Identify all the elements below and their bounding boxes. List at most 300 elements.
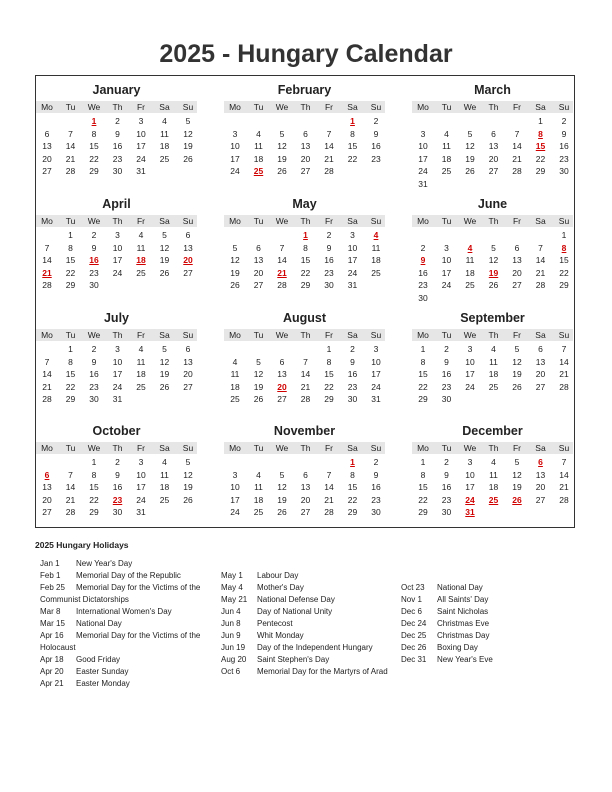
weekday-label: Fr <box>512 102 522 112</box>
calendar-day: 27 <box>183 381 193 392</box>
calendar-day: 12 <box>512 356 522 367</box>
calendar-day: 28 <box>42 394 52 404</box>
holiday-date: Aug 20 <box>221 655 247 664</box>
calendar-day: 12 <box>183 128 193 139</box>
calendar-day: 10 <box>465 469 475 480</box>
calendar-day: 23 <box>441 381 452 392</box>
calendar-day: 3 <box>350 230 355 240</box>
calendar-day: 3 <box>232 469 238 480</box>
weekday-label: Th <box>112 102 123 112</box>
calendar-day: 5 <box>491 242 496 253</box>
calendar-day: 30 <box>89 280 99 290</box>
calendar-day: 10 <box>465 356 475 367</box>
holiday-name: Labour Day <box>257 571 299 580</box>
calendar-day: 17 <box>465 369 475 379</box>
holiday-name: Good Friday <box>76 655 121 664</box>
calendar-day: 27 <box>253 280 264 290</box>
weekday-label: Sa <box>347 216 358 226</box>
calendar-day: 30 <box>112 507 123 517</box>
calendar-day: 15 <box>65 369 76 379</box>
calendar-day: 12 <box>277 141 287 151</box>
calendar-day: 12 <box>253 369 264 379</box>
weekday-label: Fr <box>324 443 334 453</box>
calendar-day: 9 <box>115 128 120 139</box>
calendar-day: 12 <box>488 255 499 265</box>
calendar-day: 9 <box>561 128 567 139</box>
holiday-date: May 4 <box>221 583 243 592</box>
calendar-day: 31 <box>136 166 146 176</box>
calendar-day: 26 <box>183 153 193 164</box>
holiday-entry <box>40 666 215 678</box>
calendar-day: 6 <box>303 469 308 480</box>
calendar-day: 4 <box>138 344 144 354</box>
calendar-day: 6 <box>303 128 308 139</box>
weekday-label: We <box>275 330 289 340</box>
calendar-day: 9 <box>91 242 97 253</box>
calendar-day: 28 <box>65 166 76 176</box>
calendar-day: 7 <box>303 356 308 367</box>
weekday-label: We <box>87 216 101 226</box>
calendar-day: 30 <box>112 166 123 176</box>
weekday-label: Fr <box>136 102 146 112</box>
calendar-day: 27 <box>535 381 546 392</box>
holiday-entry <box>221 582 396 594</box>
calendar-day: 8 <box>420 356 426 367</box>
calendar-day: 18 <box>488 482 499 492</box>
holiday-day: 6 <box>44 469 50 480</box>
calendar-day: 17 <box>136 141 146 151</box>
calendar-day: 5 <box>256 356 261 367</box>
calendar-day: 14 <box>65 482 76 492</box>
calendar-day: 18 <box>371 255 381 265</box>
calendar-day: 4 <box>162 116 167 126</box>
calendar-day: 9 <box>91 356 97 367</box>
calendar-day: 10 <box>136 128 146 139</box>
holiday-entry <box>221 630 396 642</box>
holiday-day: 24 <box>465 494 475 505</box>
calendar-day: 23 <box>324 267 334 278</box>
holiday-date: Apr 21 <box>40 679 64 688</box>
holiday-day: 1 <box>350 457 355 467</box>
holiday-day: 9 <box>420 255 426 265</box>
calendar-day: 24 <box>136 153 146 164</box>
calendar-day: 24 <box>230 507 240 517</box>
calendar-day: 7 <box>561 344 567 354</box>
calendar-day: 5 <box>279 469 285 480</box>
calendar-day: 24 <box>112 381 123 392</box>
calendar-day: 9 <box>373 128 379 139</box>
calendar-day: 31 <box>371 394 381 404</box>
holiday-date: May 21 <box>221 595 248 604</box>
calendar-day: 2 <box>444 344 449 354</box>
holidays-title: 2025 Hungary Holidays <box>35 540 129 550</box>
weekday-label: Th <box>300 216 311 226</box>
holiday-entry <box>40 678 215 690</box>
calendar-day: 30 <box>441 507 452 517</box>
weekday-label: Su <box>182 330 194 340</box>
calendar-day: 6 <box>185 344 191 354</box>
calendar-day: 27 <box>300 507 311 517</box>
calendar-day: 9 <box>444 469 449 480</box>
calendar-day: 11 <box>136 242 146 253</box>
calendar-day: 2 <box>115 116 120 126</box>
holiday-date: Dec 26 <box>401 643 427 652</box>
weekday-label: Mo <box>41 102 53 112</box>
calendar-day: 16 <box>441 369 452 379</box>
weekday-label: Fr <box>512 330 522 340</box>
calendar-day: 11 <box>160 128 169 139</box>
calendar-day: 3 <box>232 128 238 139</box>
month-name: November <box>273 424 336 438</box>
calendar-day: 14 <box>42 369 52 379</box>
calendar-day: 26 <box>230 280 240 290</box>
calendar-day: 18 <box>488 369 499 379</box>
calendar-day: 7 <box>561 457 567 467</box>
calendar-day: 6 <box>279 356 285 367</box>
calendar-day: 12 <box>277 482 287 492</box>
calendar-day: 29 <box>89 166 99 176</box>
calendar-day: 19 <box>277 494 287 505</box>
calendar-day: 24 <box>441 280 452 290</box>
calendar-day: 21 <box>559 369 569 379</box>
weekday-label: Mo <box>229 102 241 112</box>
calendar-day: 13 <box>183 356 193 367</box>
calendar-day: 1 <box>68 230 73 240</box>
weekday-label: Fr <box>136 330 146 340</box>
calendar-day: 26 <box>253 394 264 404</box>
calendar-day: 14 <box>324 482 334 492</box>
calendar-day: 2 <box>373 457 379 467</box>
calendar-day: 13 <box>183 242 193 253</box>
calendar-day: 19 <box>183 141 193 151</box>
holiday-day: 26 <box>512 494 522 505</box>
calendar-day: 30 <box>89 394 99 404</box>
calendar-day: 7 <box>279 242 285 253</box>
holiday-name: Saint Nicholas <box>437 607 489 616</box>
weekday-label: Sa <box>535 216 546 226</box>
calendar-day: 3 <box>115 230 120 240</box>
calendar-day: 21 <box>65 494 76 505</box>
calendar-day: 29 <box>418 394 428 404</box>
calendar-day: 23 <box>371 153 381 164</box>
holiday-date: Dec 31 <box>401 655 427 664</box>
holiday-date: Dec 6 <box>401 607 422 616</box>
calendar-day: 7 <box>326 469 332 480</box>
weekday-label: Mo <box>229 443 241 453</box>
calendar-day: 27 <box>183 267 193 278</box>
weekday-label: Th <box>112 216 123 226</box>
weekday-label: We <box>463 443 477 453</box>
calendar-day: 19 <box>512 369 522 379</box>
calendar-day: 17 <box>112 255 123 265</box>
calendar-day: 11 <box>230 369 240 379</box>
holiday-date: Dec 24 <box>401 619 427 628</box>
calendar-day: 28 <box>277 280 287 290</box>
calendar-day: 29 <box>65 394 76 404</box>
calendar-day: 3 <box>420 128 426 139</box>
holiday-name: Day of the Independent Hungary <box>257 643 373 652</box>
calendar-day: 31 <box>136 507 146 517</box>
calendar-day: 9 <box>373 469 379 480</box>
calendar-day: 17 <box>112 369 123 379</box>
calendar-day: 21 <box>65 153 76 164</box>
holiday-column <box>221 570 396 678</box>
calendar-day: 19 <box>512 482 522 492</box>
weekday-label: Mo <box>417 330 429 340</box>
holiday-day: 4 <box>373 230 379 240</box>
weekday-label: Mo <box>417 443 429 453</box>
calendar-day: 20 <box>300 153 311 164</box>
calendar-day: 22 <box>559 267 569 278</box>
calendar-day: 20 <box>253 267 264 278</box>
calendar-day: 28 <box>300 394 311 404</box>
calendar-day: 20 <box>535 369 546 379</box>
weekday-label: Tu <box>253 216 264 226</box>
holiday-day: 23 <box>112 494 123 505</box>
calendar-day: 19 <box>277 153 287 164</box>
calendar-day: 30 <box>559 166 569 176</box>
calendar-day: 20 <box>512 267 522 278</box>
calendar-day: 11 <box>371 242 381 253</box>
calendar-day: 22 <box>65 381 76 392</box>
calendar-day: 28 <box>324 507 334 517</box>
calendar-day: 17 <box>347 255 358 265</box>
calendar-day: 25 <box>488 381 499 392</box>
calendar-day: 4 <box>256 469 261 480</box>
calendar-day: 5 <box>467 128 473 139</box>
calendar-day: 6 <box>256 242 261 253</box>
calendar-day: 7 <box>68 469 73 480</box>
calendar-day: 29 <box>418 507 428 517</box>
calendar-day: 6 <box>514 242 520 253</box>
calendar-day: 26 <box>277 507 287 517</box>
holiday-day: 6 <box>538 457 543 467</box>
calendar-day: 29 <box>535 166 546 176</box>
holiday-day: 1 <box>303 230 308 240</box>
weekday-label: Tu <box>253 102 264 112</box>
calendar-day: 20 <box>183 369 193 379</box>
holiday-name: Easter Sunday <box>76 667 129 676</box>
holiday-name: Saint Stephen's Day <box>257 655 330 664</box>
calendar-day: 13 <box>300 141 311 151</box>
calendar-day: 20 <box>42 494 52 505</box>
weekday-label: Fr <box>324 330 334 340</box>
calendar-day: 26 <box>512 381 522 392</box>
calendar-day: 2 <box>444 457 449 467</box>
calendar-day: 21 <box>300 381 311 392</box>
calendar-day: 25 <box>465 280 475 290</box>
calendar-day: 6 <box>185 230 191 240</box>
calendar-day: 31 <box>347 280 358 290</box>
weekday-label: Fr <box>136 443 146 453</box>
weekday-label: Mo <box>41 216 53 226</box>
calendar-day: 18 <box>159 141 170 151</box>
calendar-day: 19 <box>159 255 170 265</box>
weekday-label: Fr <box>324 102 334 112</box>
calendar-day: 2 <box>561 116 567 126</box>
calendar-day: 11 <box>160 469 169 480</box>
calendar-day: 11 <box>136 356 146 367</box>
calendar-day: 23 <box>559 153 569 164</box>
calendar-day: 21 <box>324 494 334 505</box>
calendar-day: 23 <box>112 153 123 164</box>
calendar-day: 7 <box>68 128 73 139</box>
calendar-day: 11 <box>442 141 451 151</box>
calendar-day: 19 <box>253 381 264 392</box>
holiday-entry <box>40 558 215 570</box>
calendar-day: 6 <box>491 128 496 139</box>
calendar-day: 19 <box>465 153 475 164</box>
month-name: December <box>462 424 523 438</box>
weekday-label: Su <box>182 102 194 112</box>
calendar-day: 17 <box>230 494 240 505</box>
calendar-day: 4 <box>138 230 144 240</box>
calendar-day: 14 <box>324 141 334 151</box>
calendar-day: 8 <box>303 242 308 253</box>
calendar-day: 10 <box>230 141 240 151</box>
weekday-label: Th <box>300 443 311 453</box>
calendar-day: 15 <box>418 482 428 492</box>
weekday-label: We <box>87 330 101 340</box>
calendar-day: 12 <box>159 356 170 367</box>
calendar-day: 9 <box>350 356 355 367</box>
holiday-name: Memorial Day for the Martyrs of Arad <box>257 667 388 676</box>
holiday-entry <box>40 654 215 666</box>
calendar-day: 14 <box>535 255 546 265</box>
holiday-day: 21 <box>277 267 287 278</box>
calendar-day: 24 <box>418 166 428 176</box>
holiday-day: 16 <box>89 255 99 265</box>
weekday-label: Sa <box>159 102 170 112</box>
calendar-day: 4 <box>444 128 449 139</box>
holiday-entry <box>40 582 215 594</box>
holiday-entry <box>221 570 396 582</box>
holiday-date: Jun 4 <box>221 607 241 616</box>
calendar-day: 2 <box>420 242 426 253</box>
calendar-day: 23 <box>89 381 99 392</box>
weekday-label: We <box>463 102 477 112</box>
weekday-label: Su <box>370 330 382 340</box>
calendar-day: 13 <box>488 141 499 151</box>
calendar-day: 8 <box>68 242 73 253</box>
calendar-day: 26 <box>277 166 287 176</box>
calendar-day: 25 <box>441 166 452 176</box>
calendar-day: 8 <box>326 356 332 367</box>
weekday-label: Su <box>370 216 382 226</box>
calendar-day: 22 <box>347 153 358 164</box>
calendar-day: 15 <box>300 255 311 265</box>
holiday-date: Apr 20 <box>40 667 64 676</box>
calendar-day: 19 <box>159 369 170 379</box>
calendar-day: 3 <box>115 344 120 354</box>
holiday-date: Apr 18 <box>40 655 64 664</box>
calendar-day: 16 <box>347 369 358 379</box>
calendar-day: 22 <box>418 494 428 505</box>
weekday-label: Th <box>112 443 123 453</box>
weekday-label: Sa <box>535 330 546 340</box>
month-name: April <box>102 197 131 211</box>
holiday-name: Memorial Day of the Republic <box>76 571 181 580</box>
holiday-date: Oct 23 <box>401 583 425 592</box>
calendar-day: 30 <box>347 394 358 404</box>
calendar-day: 13 <box>253 255 264 265</box>
calendar-day: 26 <box>465 166 475 176</box>
calendar-day: 7 <box>44 356 50 367</box>
holiday-date: Jun 19 <box>221 643 246 652</box>
calendar-day: 28 <box>324 166 334 176</box>
calendar-day: 16 <box>371 482 381 492</box>
calendar-day: 18 <box>159 482 170 492</box>
weekday-label: Tu <box>65 216 76 226</box>
weekday-label: Su <box>370 443 382 453</box>
calendar-day: 1 <box>538 116 543 126</box>
holiday-day: 4 <box>467 242 473 253</box>
holiday-name-continued: Communist Dictatorships <box>40 595 129 604</box>
calendar-day: 3 <box>373 344 379 354</box>
calendar-day: 5 <box>185 457 191 467</box>
calendar-day: 27 <box>535 494 546 505</box>
holiday-date: Dec 25 <box>401 631 427 640</box>
holiday-day: 25 <box>488 494 499 505</box>
weekday-label: Tu <box>65 330 76 340</box>
weekday-label: Sa <box>347 102 358 112</box>
holiday-entry <box>40 618 215 630</box>
calendar-day: 28 <box>65 507 76 517</box>
holiday-entry <box>221 666 396 678</box>
weekday-label: Su <box>558 102 570 112</box>
calendar-day: 10 <box>230 482 240 492</box>
calendar-day: 5 <box>514 344 520 354</box>
holiday-name: Mother's Day <box>257 583 304 592</box>
holiday-day: 1 <box>91 116 97 126</box>
weekday-label: Th <box>300 102 311 112</box>
calendar-day: 2 <box>91 344 97 354</box>
month-name: September <box>460 311 525 325</box>
calendar-day: 20 <box>300 494 311 505</box>
calendar-day: 8 <box>91 469 97 480</box>
calendar-day: 17 <box>465 482 475 492</box>
calendar-day: 2 <box>350 344 355 354</box>
holiday-entry <box>221 606 396 618</box>
calendar-day: 5 <box>279 128 285 139</box>
weekday-label: Sa <box>347 443 358 453</box>
weekday-label: Tu <box>65 443 76 453</box>
calendar-day: 8 <box>91 128 97 139</box>
calendar-day: 22 <box>535 153 546 164</box>
calendar-day: 15 <box>347 141 358 151</box>
calendar-day: 26 <box>488 280 499 290</box>
calendar-day: 20 <box>535 482 546 492</box>
holiday-entry <box>221 618 396 630</box>
calendar-day: 17 <box>371 369 381 379</box>
holiday-entry <box>401 594 561 606</box>
calendar-day: 26 <box>159 381 170 392</box>
calendar-day: 15 <box>89 482 99 492</box>
calendar-day: 28 <box>42 280 52 290</box>
calendar-day: 14 <box>277 255 287 265</box>
calendar-day: 19 <box>183 482 193 492</box>
calendar-day: 30 <box>441 394 452 404</box>
calendar-day: 7 <box>538 242 543 253</box>
calendar-day: 14 <box>42 255 52 265</box>
calendar-day: 18 <box>465 267 475 278</box>
weekday-label: Fr <box>512 216 522 226</box>
holiday-day: 31 <box>465 507 475 517</box>
calendar-day: 2 <box>373 116 379 126</box>
calendar-day: 31 <box>112 394 123 404</box>
holiday-day: 15 <box>535 141 546 151</box>
calendar-day: 13 <box>512 255 522 265</box>
